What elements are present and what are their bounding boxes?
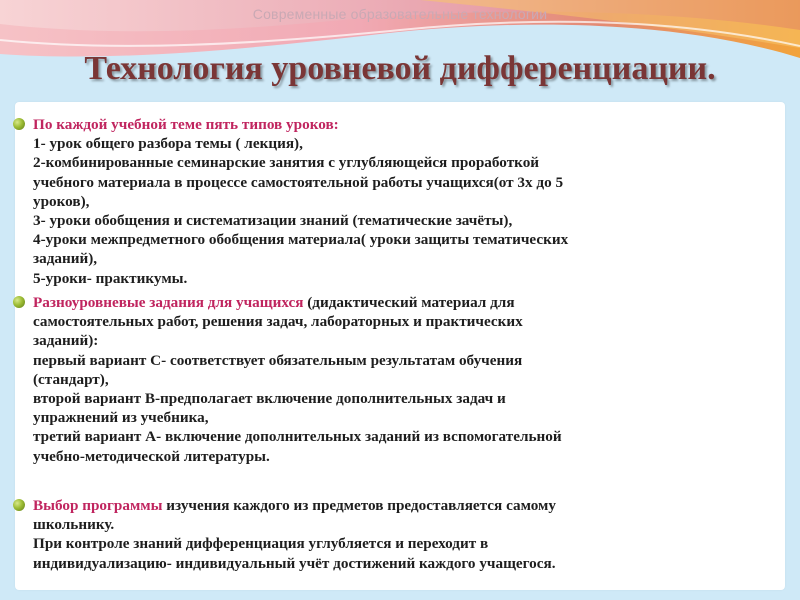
slide-title-text: Технология уровневой дифференциации bbox=[84, 50, 708, 87]
slide-title-dot: . bbox=[707, 50, 716, 87]
bullet-line: 2-комбинированные семинарские занятия с углубляющейся проработкой bbox=[33, 154, 540, 172]
bullet-line: упражнений из учебника, bbox=[33, 409, 209, 427]
bullet-line: первый вариант С- соответствует обязательным результатам обучения bbox=[33, 351, 523, 369]
bullet-line: заданий), bbox=[33, 250, 98, 268]
highlight-text: Разноуровневые задания для учащихся bbox=[33, 294, 304, 311]
green-bullet-icon bbox=[13, 118, 25, 130]
highlight-text: Выбор программы bbox=[33, 497, 163, 514]
bullet-line: 1- урок общего разбора темы ( лекция), bbox=[33, 135, 303, 153]
bullet-multilevel-tasks bbox=[33, 293, 761, 466]
bullet-line: (стандарт), bbox=[33, 370, 109, 388]
bullet-line: уроков), bbox=[33, 192, 90, 210]
bullet-line: 5-уроки- практикумы. bbox=[33, 269, 188, 287]
bullet-line: школьнику. bbox=[33, 516, 115, 534]
bullet-line: учебного материала в процессе самостоятельной работы учащихся(от 3х до 5 bbox=[33, 173, 564, 191]
bullet-line: третий вариант А- включение дополнительных заданий из вспомогательной bbox=[33, 428, 562, 446]
bullet-line: Разноуровневые задания для учащихся (дидактический материал для bbox=[33, 294, 515, 311]
green-bullet-icon bbox=[13, 296, 25, 308]
bullet-line: Выбор программы изучения каждого из предметов предоставляется самому bbox=[33, 497, 556, 514]
slide-header-text: Современные образовательные технологии bbox=[252, 6, 548, 22]
bullet-line: При контроле знаний дифференциация углубляется и переходит в bbox=[33, 535, 489, 553]
bullet-line: второй вариант В-предполагает включение дополнительных задач и bbox=[33, 390, 506, 408]
bullet-program-choice bbox=[33, 496, 761, 573]
bullet-line: индивидуализацию- индивидуальный учёт достижений каждого учащегося. bbox=[33, 554, 556, 572]
bullet-line bbox=[33, 115, 761, 134]
bullet-line: 4-уроки межпредметного обобщения материала( уроки защиты тематических bbox=[33, 231, 569, 249]
highlight-text: По каждой учебной теме пять типов уроков: bbox=[33, 116, 339, 133]
bullet-line: самостоятельных работ, решения задач, лабораторных и практических bbox=[33, 313, 523, 331]
bullet-line: учебно-методической литературы. bbox=[33, 447, 270, 465]
green-bullet-icon bbox=[13, 499, 25, 511]
bullet-line: 3- уроки обобщения и систематизации знаний (тематические зачёты), bbox=[33, 212, 513, 230]
slide-title bbox=[20, 50, 780, 88]
bullet-lesson-types bbox=[33, 115, 761, 288]
bullet-line: заданий): bbox=[33, 332, 99, 350]
